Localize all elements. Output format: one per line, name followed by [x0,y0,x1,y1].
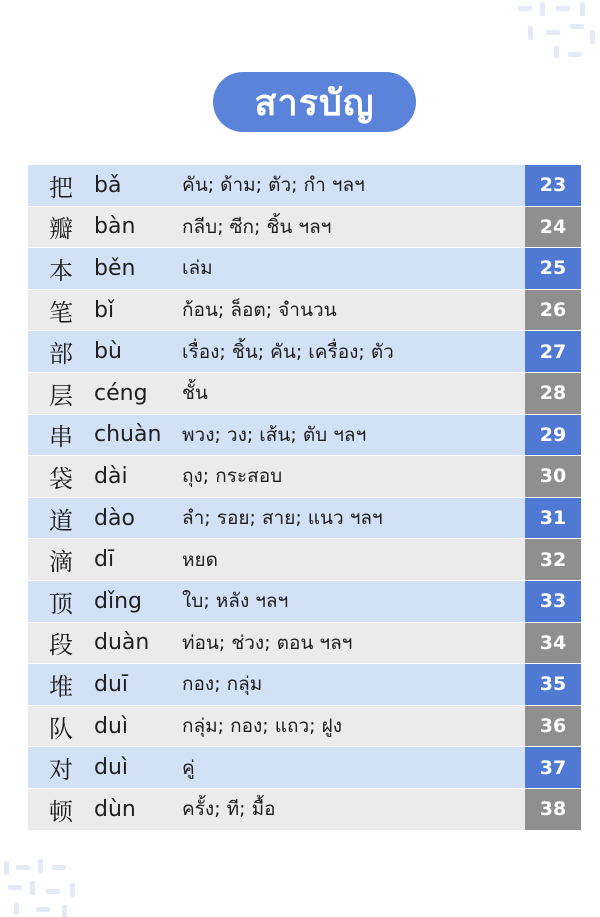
top-right-decoration [510,0,600,60]
hanzi-character: 层 [49,381,73,410]
toc-row[interactable] [28,747,581,789]
toc-row[interactable] [28,789,581,831]
page-number: 29 [525,415,581,456]
pinyin: duì [94,713,129,739]
thai-meaning: พวง; วง; เส้น; ตับ ฯลฯ [182,423,367,446]
pinyin: chuàn [94,422,162,448]
pinyin: dài [94,463,128,489]
thai-meaning: ใบ; หลัง ฯลฯ [182,590,289,613]
pinyin: dī [94,547,115,573]
thai-meaning: เล่ม [182,257,213,280]
pinyin: dùn [94,796,136,822]
pinyin: dào [94,505,135,531]
thai-meaning: ลำ; รอย; สาย; แนว ฯลฯ [182,507,383,530]
thai-meaning: ท่อน; ช่วง; ตอน ฯลฯ [182,631,353,654]
thai-meaning: หยด [182,548,218,571]
toc-row[interactable] [28,664,581,706]
hanzi-character: 顿 [49,797,73,826]
hanzi-character: 顶 [49,589,73,618]
page-number: 32 [525,539,581,580]
page-number: 24 [525,207,581,248]
toc-row[interactable] [28,581,581,623]
toc-row[interactable] [28,207,581,249]
page-number: 28 [525,373,581,414]
toc-row[interactable] [28,623,581,665]
pinyin: duī [94,671,129,697]
page-number: 31 [525,498,581,539]
hanzi-character: 道 [49,506,73,535]
toc-row[interactable] [28,290,581,332]
page-number: 26 [525,290,581,331]
hanzi-character: 瓣 [49,215,73,244]
toc-row[interactable] [28,373,581,415]
page-number: 35 [525,664,581,705]
hanzi-character: 把 [49,173,73,202]
page-title: สารบัญ [213,72,416,132]
thai-meaning: ชั้น [182,382,208,405]
page-number: 34 [525,623,581,664]
toc-row[interactable] [28,706,581,748]
thai-meaning: ถุง; กระสอบ [182,465,283,488]
page-number: 25 [525,248,581,289]
page-number: 33 [525,581,581,622]
page-number: 30 [525,456,581,497]
hanzi-character: 对 [49,756,73,785]
pinyin: bǐ [94,297,115,323]
toc-row[interactable] [28,248,581,290]
thai-meaning: ครั้ง; ที; มื้อ [182,798,276,821]
toc-row[interactable] [28,456,581,498]
table-of-contents [28,165,581,831]
pinyin: bàn [94,214,136,240]
thai-meaning: เรื่อง; ชิ้น; คัน; เครื่อง; ตัว [182,340,394,363]
page-number: 37 [525,747,581,788]
page-number: 36 [525,706,581,747]
toc-row[interactable] [28,415,581,457]
thai-meaning: ก้อน; ล็อต; จำนวน [182,299,337,322]
thai-meaning: กลีบ; ซีก; ชิ้น ฯลฯ [182,215,332,238]
hanzi-character: 段 [49,631,73,660]
toc-row[interactable] [28,331,581,373]
thai-meaning: คู่ [182,756,195,779]
hanzi-character: 队 [49,714,73,743]
hanzi-character: 滴 [49,548,73,577]
pinyin: céng [94,380,148,406]
hanzi-character: 袋 [49,464,73,493]
pinyin: duàn [94,630,150,656]
page-number: 38 [525,789,581,830]
thai-meaning: กอง; กลุ่ม [182,673,263,696]
hanzi-character: 本 [49,256,73,285]
toc-row[interactable] [28,539,581,581]
toc-row[interactable] [28,498,581,540]
bottom-left-decoration [0,855,90,917]
pinyin: běn [94,255,136,281]
pinyin: bǎ [94,172,122,198]
thai-meaning: คัน; ด้าม; ตัว; กำ ฯลฯ [182,174,365,197]
hanzi-character: 堆 [49,672,73,701]
hanzi-character: 串 [49,423,73,452]
hanzi-character: 笔 [49,298,73,327]
pinyin: dǐng [94,588,142,614]
pinyin: duì [94,755,129,781]
toc-row[interactable] [28,165,581,207]
page-number: 27 [525,331,581,372]
page-number: 23 [525,165,581,206]
pinyin: bù [94,339,122,365]
hanzi-character: 部 [49,340,73,369]
thai-meaning: กลุ่ม; กอง; แถว; ฝูง [182,715,343,738]
